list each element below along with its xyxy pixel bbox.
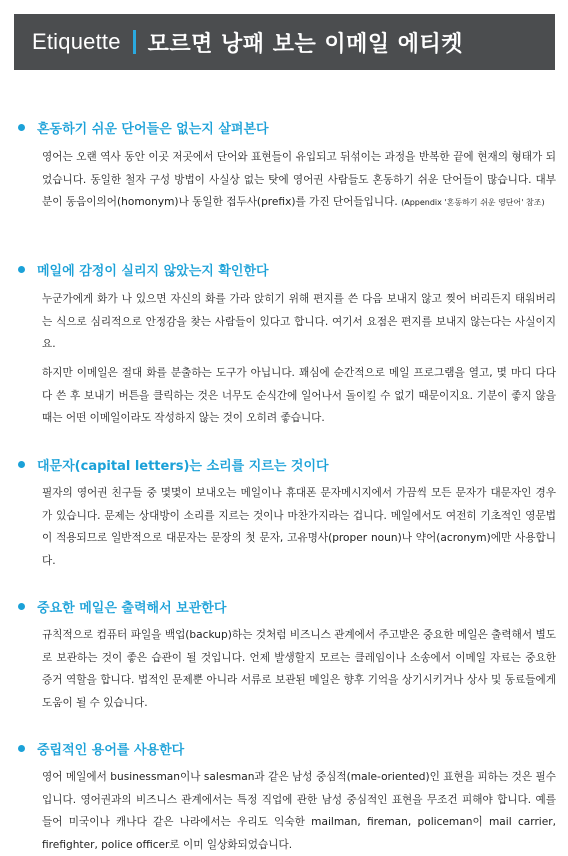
section-paragraph <box>42 288 556 356</box>
paragraph-text: 규칙적으로 컴퓨터 파일을 백업(backup)하는 것처럼 비즈니스 관계에서 주고받은 중요한 메일은 출력해서 별도로 보관하는 것이 좋은 습관이 될 것입니다. 언제 발생할지 모르는 클레임이나 소송에서 이메일 자료는 중요한 증거 역할을 합니다. 법적인 문제뿐 아니라 서류로 보관된 메일은 향후 기억을 상기시키거나 상사 및 동료들에게 도움이 될 수 있습니다. <box>42 629 556 709</box>
paragraph-text: 영어 메일에서 businessman이나 salesman과 같은 남성 중심적(male-oriented)인 표현을 피하는 것은 필수입니다. 영어권과의 비즈니스 관계에서는 특정 직업에 관한 남성 중심적인 표현을 무조건 피해야 합니다. 예를 들어 미국이나 캐나다 같은 나라에서는 우리도 익숙한 mailman, fireman, policeman이 mail carrier, firefighter, police officer로 이미 일상화되었습니다. <box>42 771 556 851</box>
paragraph-text: 누군가에게 화가 나 있으면 자신의 화를 가라 앉히기 위해 편지를 쓴 다음 보내지 않고 찢어 버리든지 태워버리는 식으로 심리적으로 안정감을 찾는 사람들이 있다고 합니다. 여기서 요점은 편지를 보내지 않는다는 사실이지요. <box>42 293 556 350</box>
section-paragraph <box>42 482 556 572</box>
bullet-icon <box>18 745 25 752</box>
section-heading-1 <box>18 118 269 137</box>
bullet-icon <box>18 461 25 468</box>
section-title: 중립적인 용어를 사용한다 <box>37 743 185 758</box>
section-title: 혼동하기 쉬운 단어들은 없는지 살펴본다 <box>37 122 269 137</box>
bullet-icon <box>18 603 25 610</box>
section-heading-4 <box>18 597 226 616</box>
section-title: 메일에 감정이 실리지 않았는지 확인한다 <box>37 264 269 279</box>
appendix-note: (Appendix '혼동하기 쉬운 영단어' 참조) <box>401 198 545 207</box>
section-heading-5 <box>18 739 184 758</box>
paragraph-text: 영어는 오랜 역사 동안 이곳 저곳에서 단어와 표현들이 유입되고 뒤섞이는 과정을 반복한 끝에 현재의 형태가 되었습니다. 동일한 철자 구성 방법이 사실상 없는 탓에 영어권 사람들도 혼동하기 쉬운 단어들이 많습니다. 대부분이 동음이의어(homonym)나 동일한 접두사(prefix)를 가진 단어들입니다. <box>42 151 556 208</box>
section-paragraph <box>42 624 556 714</box>
section-heading-2 <box>18 260 269 279</box>
section-title: 대문자(capital letters)는 소리를 지르는 것이다 <box>37 459 329 474</box>
page-header <box>14 14 555 70</box>
paragraph-text: 하지만 이메일은 절대 화를 분출하는 도구가 아닙니다. 꽤심에 순간적으로 메일 프로그램을 열고, 몇 마디 다다다 쓴 후 보내기 버튼을 클릭하는 것은 너무도 순식간에 일어나서 돌이킬 수 없기 때문이지요. 기분이 좋지 않을 때는 어떤 이메일이라도 작성하지 않는 것이 오히려 좋습니다. <box>42 367 556 424</box>
section-paragraph <box>42 766 556 856</box>
header-category: Etiquette <box>32 29 121 54</box>
section-paragraph <box>42 146 556 215</box>
header-divider <box>133 30 136 54</box>
header-title: 모르면 낭패 보는 이메일 에티켓 <box>147 31 464 57</box>
section-paragraph <box>42 362 556 430</box>
bullet-icon <box>18 266 25 273</box>
section-title: 중요한 메일은 출력해서 보관한다 <box>37 601 227 616</box>
section-heading-3 <box>18 455 329 474</box>
paragraph-text: 필자의 영어권 친구들 중 몇몇이 보내오는 메일이나 휴대폰 문자메시지에서 가끔씩 모든 문자가 대문자인 경우가 있습니다. 문제는 상대방이 소리를 지르는 것이나 마찬가지라는 겁니다. 메일에서도 여전히 기초적인 영문법이 적용되므로 일반적으로 대문자는 문장의 첫 문자, 고유명사(proper noun)나 약어(acronym)에만 사용합니다. <box>42 487 556 567</box>
bullet-icon <box>18 124 25 131</box>
